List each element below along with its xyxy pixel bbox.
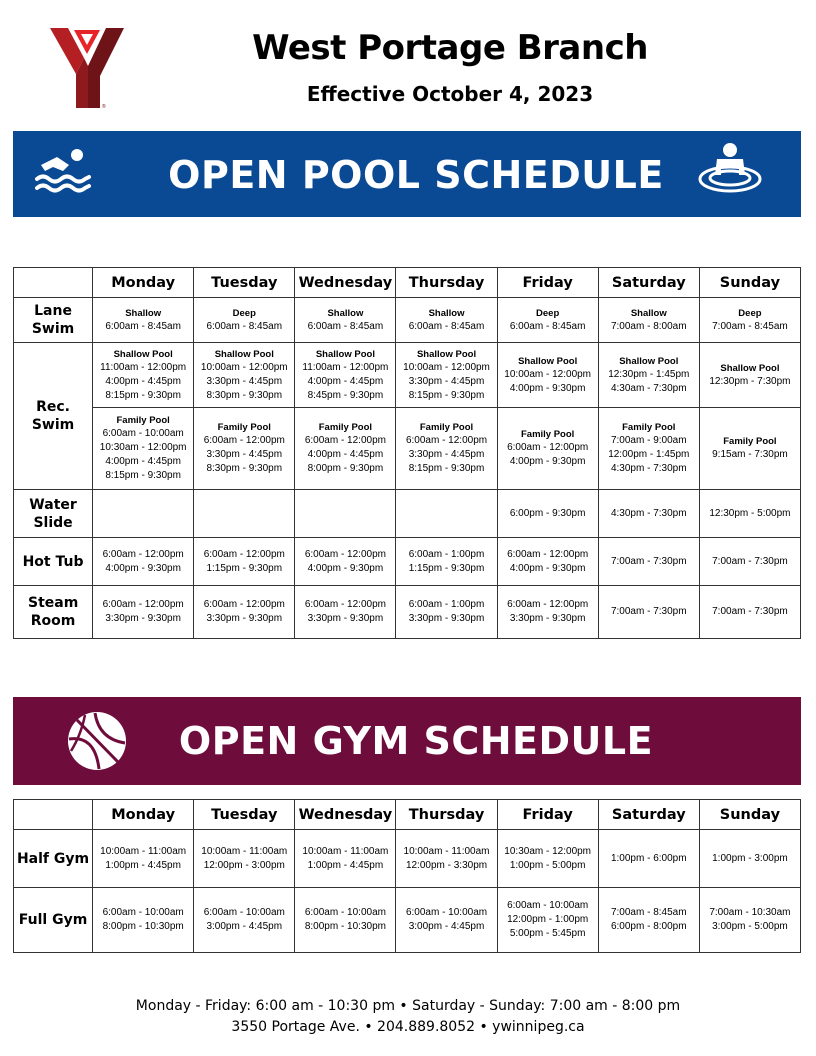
full-gym-row: [14, 888, 801, 953]
schedule-cell: [295, 888, 396, 953]
time-range: 3:30pm - 4:45pm: [408, 375, 485, 387]
time-range: 7:00am - 7:30pm: [712, 555, 788, 567]
schedule-cell: [699, 888, 800, 953]
time-range: 4:30pm - 7:30pm: [610, 507, 687, 519]
time-range: 3:00pm - 4:45pm: [206, 921, 283, 932]
time-range: 6:00am - 12:00pm: [507, 548, 589, 560]
time-range: 6:00am - 8:45am: [509, 320, 586, 332]
time-range: 3:00pm - 4:45pm: [408, 921, 485, 932]
schedule-cell: [699, 490, 800, 538]
time-range: 9:15am - 7:30pm: [712, 449, 788, 460]
gym-schedule-banner: [13, 697, 801, 785]
time-range: 4:00pm - 9:30pm: [509, 456, 586, 467]
day-header-row: [14, 268, 801, 298]
pool-name: Family Pool: [723, 436, 777, 447]
time-range: 10:00am - 11:00am: [403, 845, 490, 857]
schedule-cell: [93, 538, 194, 586]
time-range: 1:15pm - 9:30pm: [408, 562, 485, 574]
schedule-cell: [396, 408, 497, 490]
schedule-cell: [295, 343, 396, 408]
pool-schedule-title: OPEN POOL SCHEDULE: [168, 153, 664, 197]
svg-text:®: ®: [102, 104, 106, 110]
schedule-cell: [497, 538, 598, 586]
time-range: 3:30pm - 9:30pm: [408, 613, 485, 624]
schedule-cell: [194, 586, 295, 639]
schedule-cell: [497, 298, 598, 343]
time-range: 1:00pm - 6:00pm: [610, 852, 687, 864]
time-range: 7:00am - 7:30pm: [712, 606, 788, 617]
schedule-cell: [598, 538, 699, 586]
day-header: Monday: [93, 268, 194, 298]
pool-name: Deep: [232, 307, 256, 319]
time-range: 8:00pm - 10:30pm: [102, 921, 184, 932]
water-slide-row: [14, 490, 801, 538]
footer-hours: Monday - Friday: 6:00 am - 10:30 pm • Saturday - Sunday: 7:00 am - 8:00 pm: [135, 998, 681, 1014]
schedule-cell: [194, 830, 295, 888]
time-range: 1:00pm - 5:00pm: [509, 859, 586, 871]
time-range: 8:15pm - 9:30pm: [105, 389, 181, 401]
schedule-cell: [497, 408, 598, 490]
schedule-cell: [699, 538, 800, 586]
time-range: 1:00pm - 4:45pm: [307, 859, 384, 871]
time-range: 3:30pm - 9:30pm: [307, 613, 384, 624]
schedule-cell: [295, 538, 396, 586]
time-range: 7:00am - 7:30pm: [610, 606, 687, 617]
half-gym-row: [14, 830, 801, 888]
time-range: 12:00pm - 3:30pm: [405, 859, 488, 871]
time-range: 6:00am - 12:00pm: [304, 548, 386, 560]
time-range: 12:00pm - 3:00pm: [203, 859, 285, 871]
schedule-cell: [598, 298, 699, 343]
time-range: 11:00am - 12:00pm: [302, 361, 389, 373]
row-label-steam-room: Steam Room: [14, 586, 93, 639]
schedule-cell: [598, 830, 699, 888]
pool-name: Family Pool: [217, 422, 271, 433]
time-range: 3:30pm - 4:45pm: [206, 375, 283, 387]
time-range: 6:00am - 8:45am: [105, 320, 181, 332]
pool-name: Shallow: [125, 307, 162, 319]
schedule-cell: [93, 830, 194, 888]
time-range: 6:00am - 10:00am: [405, 907, 488, 918]
pool-name: Deep: [536, 307, 560, 319]
time-range: 12:30pm - 5:00pm: [709, 507, 791, 519]
day-header: Wednesday: [295, 800, 396, 830]
schedule-cell: [598, 343, 699, 408]
time-range: 10:30am - 12:00pm: [504, 845, 592, 857]
time-range: 6:00am - 12:00pm: [405, 435, 488, 446]
time-range: 6:00pm - 9:30pm: [509, 507, 586, 519]
schedule-cell: [93, 586, 194, 639]
time-range: 8:15pm - 9:30pm: [105, 470, 181, 481]
schedule-cell: [699, 586, 800, 639]
time-range: 1:15pm - 9:30pm: [206, 562, 283, 574]
pool-name: Family Pool: [419, 422, 474, 433]
time-range: 4:00pm - 9:30pm: [509, 562, 586, 574]
schedule-cell: [93, 298, 194, 343]
time-range: 6:00am - 10:00am: [102, 428, 184, 439]
time-range: 4:30pm - 7:30pm: [610, 463, 687, 474]
schedule-cell: [598, 586, 699, 639]
time-range: 8:00pm - 9:30pm: [307, 463, 384, 474]
schedule-cell: [497, 830, 598, 888]
time-range: 12:00pm - 1:45pm: [608, 449, 690, 460]
schedule-cell: [699, 830, 800, 888]
pool-name: Family Pool: [318, 422, 373, 433]
schedule-cell: [699, 343, 800, 408]
schedule-cell: [295, 830, 396, 888]
schedule-cell: [598, 408, 699, 490]
day-header-row: [14, 800, 801, 830]
pool-name: Shallow: [630, 307, 667, 319]
corner-cell: [14, 800, 93, 830]
schedule-cell: [93, 490, 194, 538]
time-range: 7:00am - 8:00am: [610, 320, 687, 332]
gym-schedule-table: [13, 799, 801, 953]
time-range: 10:00am - 12:00pm: [200, 361, 288, 373]
time-range: 10:00am - 11:00am: [201, 845, 288, 857]
time-range: 7:00am - 8:45am: [712, 320, 788, 332]
time-range: 6:00am - 12:00pm: [304, 435, 386, 446]
time-range: 3:30pm - 4:45pm: [206, 449, 283, 460]
schedule-cell: [396, 586, 497, 639]
pool-name: Shallow Pool: [518, 355, 578, 367]
time-range: 4:00pm - 4:45pm: [105, 375, 181, 387]
effective-date: Effective October 4, 2023: [306, 82, 594, 106]
ymca-logo: [48, 26, 126, 110]
day-header: Tuesday: [194, 268, 295, 298]
time-range: 12:30pm - 1:45pm: [608, 368, 690, 380]
time-range: 6:00am - 10:00am: [203, 907, 285, 918]
time-range: 4:30am - 7:30pm: [610, 382, 687, 394]
schedule-cell: [93, 408, 194, 490]
schedule-cell: [497, 888, 598, 953]
time-range: 7:00am - 10:30am: [709, 907, 791, 918]
time-range: 3:30pm - 9:30pm: [105, 613, 181, 624]
schedule-cell: [93, 888, 194, 953]
time-range: 3:30pm - 9:30pm: [206, 613, 283, 624]
time-range: 8:45pm - 9:30pm: [307, 389, 384, 401]
time-range: 8:15pm - 9:30pm: [408, 463, 485, 474]
row-label-half-gym: Half Gym: [14, 830, 93, 888]
schedule-cell: [598, 888, 699, 953]
time-range: 4:00pm - 9:30pm: [105, 562, 181, 574]
time-range: 10:00am - 11:00am: [100, 845, 187, 857]
schedule-cell: [396, 830, 497, 888]
schedule-cell: [194, 298, 295, 343]
pool-name: Shallow Pool: [619, 355, 679, 367]
steam-room-row: [14, 586, 801, 639]
pool-name: Shallow Pool: [416, 348, 477, 360]
time-range: 8:15pm - 9:30pm: [408, 389, 485, 401]
pool-name: Shallow Pool: [720, 362, 780, 374]
schedule-cell: [598, 490, 699, 538]
schedule-cell: [497, 586, 598, 639]
time-range: 4:00pm - 9:30pm: [307, 562, 384, 574]
time-range: 12:00pm - 1:00pm: [507, 914, 589, 925]
time-range: 10:30am - 12:00pm: [99, 442, 187, 453]
time-range: 12:30pm - 7:30pm: [709, 375, 791, 387]
row-label-lane-swim: Lane Swim: [14, 298, 93, 343]
day-header: Saturday: [598, 268, 699, 298]
time-range: 4:00pm - 4:45pm: [307, 449, 384, 460]
schedule-cell: [396, 538, 497, 586]
time-range: 6:00am - 12:00pm: [102, 599, 184, 610]
time-range: 6:00am - 8:45am: [206, 320, 283, 332]
day-header: Saturday: [598, 800, 699, 830]
day-header: Thursday: [396, 800, 497, 830]
time-range: 10:00am - 12:00pm: [504, 368, 592, 380]
day-header: Wednesday: [295, 268, 396, 298]
lane-swim-row: [14, 298, 801, 343]
pool-schedule-table: [13, 267, 801, 639]
pool-name: Shallow Pool: [315, 348, 375, 360]
day-header: Sunday: [699, 268, 800, 298]
day-header: Monday: [93, 800, 194, 830]
rec-swim-family-row: [14, 408, 801, 490]
time-range: 10:00am - 12:00pm: [403, 361, 490, 373]
time-range: 6:00am - 1:00pm: [408, 548, 485, 560]
pool-name: Shallow: [428, 307, 465, 319]
time-range: 3:30pm - 9:30pm: [509, 613, 586, 624]
schedule-cell: [295, 586, 396, 639]
schedule-cell: [194, 408, 295, 490]
pool-name: Shallow: [327, 307, 364, 319]
time-range: 3:30pm - 4:45pm: [408, 449, 485, 460]
time-range: 11:00am - 12:00pm: [100, 361, 187, 373]
time-range: 6:00am - 12:00pm: [203, 435, 285, 446]
schedule-cell: [699, 298, 800, 343]
time-range: 1:00pm - 3:00pm: [712, 852, 788, 864]
day-header: Thursday: [396, 268, 497, 298]
rec-swim-shallow-row: [14, 343, 801, 408]
row-label-water-slide: Water Slide: [14, 490, 93, 538]
time-range: 6:00am - 12:00pm: [203, 599, 285, 610]
schedule-cell: [295, 490, 396, 538]
time-range: 8:30pm - 9:30pm: [206, 389, 283, 401]
row-label-rec-swim: Rec. Swim: [14, 343, 93, 490]
schedule-cell: [396, 298, 497, 343]
schedule-cell: [497, 490, 598, 538]
time-range: 3:00pm - 5:00pm: [712, 921, 788, 932]
time-range: 7:00am - 9:00am: [610, 435, 687, 446]
pool-name: Deep: [738, 307, 762, 319]
day-header: Friday: [497, 268, 598, 298]
time-range: 10:00am - 11:00am: [302, 845, 389, 857]
time-range: 6:00am - 12:00pm: [304, 599, 386, 610]
day-header: Tuesday: [194, 800, 295, 830]
time-range: 6:00am - 12:00pm: [203, 548, 285, 560]
schedule-cell: [396, 888, 497, 953]
day-header: Sunday: [699, 800, 800, 830]
schedule-cell: [295, 408, 396, 490]
time-range: 8:30pm - 9:30pm: [206, 463, 283, 474]
corner-cell: [14, 268, 93, 298]
pool-name: Family Pool: [520, 429, 575, 440]
row-label-full-gym: Full Gym: [14, 888, 93, 953]
pool-name: Family Pool: [622, 422, 676, 433]
time-range: 6:00am - 8:45am: [408, 320, 485, 332]
time-range: 6:00am - 10:00am: [304, 907, 386, 918]
schedule-cell: [497, 343, 598, 408]
time-range: 6:00am - 10:00am: [102, 907, 184, 918]
row-label-hot-tub: Hot Tub: [14, 538, 93, 586]
time-range: 8:00pm - 10:30pm: [304, 921, 386, 932]
time-range: 6:00pm - 8:00pm: [610, 921, 687, 932]
schedule-cell: [93, 343, 194, 408]
time-range: 6:00am - 12:00pm: [102, 548, 184, 560]
time-range: 4:00pm - 4:45pm: [105, 456, 181, 467]
footer-contact: 3550 Portage Ave. • 204.889.8052 • ywinnipeg.ca: [231, 1019, 585, 1035]
schedule-cell: [699, 408, 800, 490]
schedule-cell: [194, 490, 295, 538]
schedule-cell: [194, 343, 295, 408]
time-range: 5:00pm - 5:45pm: [509, 928, 586, 939]
time-range: 7:00am - 7:30pm: [610, 555, 687, 567]
pool-name: Shallow Pool: [214, 348, 274, 360]
schedule-cell: [194, 538, 295, 586]
time-range: 1:00pm - 4:45pm: [105, 859, 181, 871]
day-header: Friday: [497, 800, 598, 830]
pool-name: Shallow Pool: [113, 348, 173, 360]
schedule-cell: [396, 343, 497, 408]
time-range: 4:00pm - 4:45pm: [307, 375, 384, 387]
hot-tub-icon: [695, 139, 765, 197]
gym-schedule-title: OPEN GYM SCHEDULE: [178, 719, 654, 763]
time-range: 7:00am - 8:45am: [610, 907, 687, 918]
branch-title: West Portage Branch: [252, 28, 648, 68]
schedule-cell: [194, 888, 295, 953]
pool-name: Family Pool: [116, 415, 170, 426]
time-range: 6:00am - 1:00pm: [408, 599, 485, 610]
schedule-cell: [295, 298, 396, 343]
schedule-cell: [396, 490, 497, 538]
time-range: 6:00am - 8:45am: [307, 320, 384, 332]
time-range: 6:00am - 10:00am: [507, 900, 589, 911]
pool-schedule-banner: [13, 131, 801, 217]
time-range: 6:00am - 12:00pm: [507, 599, 589, 610]
hot-tub-row: [14, 538, 801, 586]
time-range: 4:00pm - 9:30pm: [509, 382, 586, 394]
time-range: 6:00am - 12:00pm: [507, 442, 589, 453]
